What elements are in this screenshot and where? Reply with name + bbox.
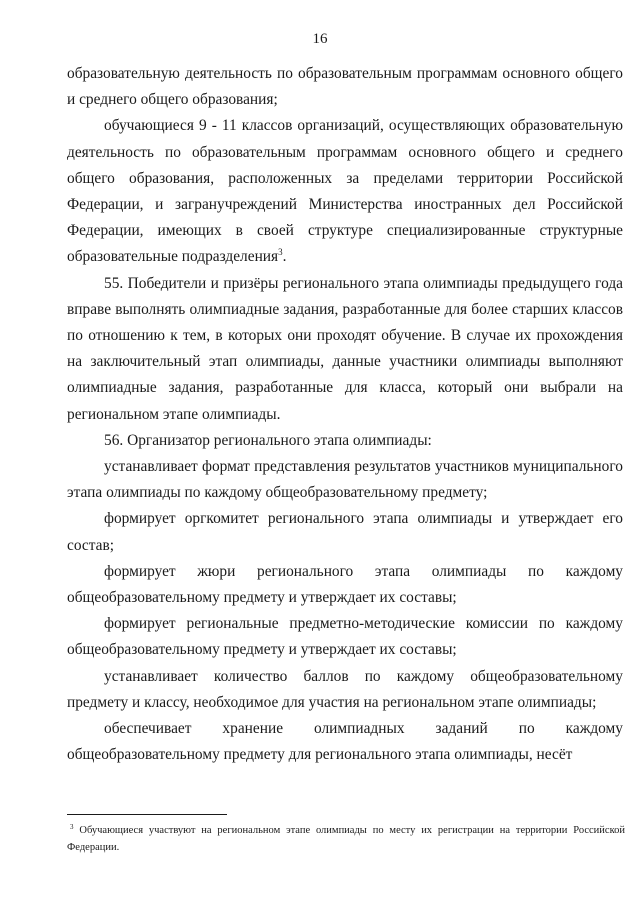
paragraph-foreign-students: [67, 113, 623, 270]
paragraph-duty-points: устанавливает количество баллов по каждому общеобразовательному предмету и классу, необходимое для участия на региональном этапе олимпиады;: [67, 667, 623, 711]
paragraph-duty-jury: формирует жюри регионального этапа олимпиады по каждому общеобразовательному предмету и утверждает их составы;: [67, 562, 623, 607]
footnote: [67, 822, 625, 856]
footnote-marker: 3: [70, 823, 74, 831]
document-body: [67, 61, 623, 768]
paragraph-end-punctuation: .: [282, 248, 287, 266]
paragraph-duty-commissions: формирует региональные предметно-методические комиссии по каждому общеобразовательному предмету и утверждает их составы;: [67, 615, 623, 659]
footnote-reference: 3: [278, 247, 283, 258]
paragraph-duty-orgcommittee: формирует оргкомитет регионального этапа олимпиады и утверждает его состав;: [67, 510, 623, 554]
paragraph-item-55: 55. Победители и призёры регионального этапа олимпиады предыдущего года вправе выполнять олимпиадные задания, разработанные для более старших классов по отношению к тем, в которых они проходят обучение. В случае их прохождения на заключительный этап олимпиады, данные участники олимпиады выполняют олимпиадные задания, разработанные для класса, который они выбрали на региональном этапе олимпиады.: [67, 274, 623, 423]
page-number: 16: [312, 31, 328, 47]
footnote-text: Обучающиеся участвуют на региональном этапе олимпиады по месту их регистрации на территории Российской Федерации.: [67, 825, 626, 853]
paragraph-duty-storage: обеспечивает хранение олимпиадных заданий по каждому общеобразовательному предмету для регионального этапа олимпиады, несёт: [67, 720, 623, 764]
paragraph-item-56: 56. Организатор регионального этапа олимпиады:: [104, 431, 432, 449]
paragraph-continuation: образовательную деятельность по образовательным программам основного общего и среднего общего образования;: [67, 65, 623, 109]
paragraph-text: обучающиеся 9 - 11 классов организаций, осуществляющих образовательную деятельность по образовательным программам основного общего и среднего общего образования, расположенных за пределами территории Российской Федерации, и загранучреждений Министерства иностранных дел Российской Федерации, имеющих в своей структуре специализированные структурные образовательные подразделения: [67, 117, 623, 266]
paragraph-duty-format: устанавливает формат представления результатов участников муниципального этапа олимпиады по каждому общеобразовательному предмету;: [67, 458, 623, 502]
footnote-divider: [67, 814, 227, 815]
